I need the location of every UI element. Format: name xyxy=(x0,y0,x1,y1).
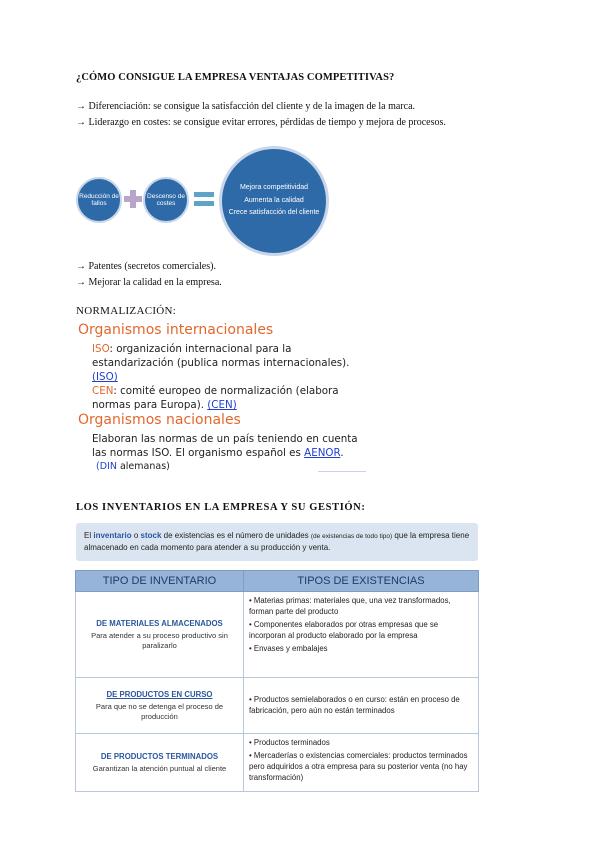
bullet-liderazgo xyxy=(76,117,446,128)
aenor-link[interactable]: AENOR xyxy=(304,447,341,459)
national-description xyxy=(92,432,372,460)
inventory-type-desc: Para atender a su proceso productivo sin paralizarlo xyxy=(91,630,228,650)
inventory-type-cell xyxy=(76,678,244,734)
national-organisms-heading: Organismos nacionales xyxy=(78,412,241,428)
node-reduccion-fallos xyxy=(76,177,122,223)
node-descenso-costes xyxy=(143,177,189,223)
existencias-cell xyxy=(244,592,479,678)
existencia-item: • Mercaderías o existencias comerciales: productos terminados pero adquiridos a otra empresa para su posterior venta (no hay transformación) xyxy=(249,751,468,782)
bullet-patentes xyxy=(76,261,216,272)
existencias-cell xyxy=(244,734,479,792)
result-circle xyxy=(219,146,329,256)
cen-text: : comité europeo de normalización (elabora normas para Europa). xyxy=(92,385,339,411)
existencia-item: • Envases y embalajes xyxy=(249,644,328,653)
node-label: Reducción de fallos xyxy=(79,192,119,207)
node-label: Descenso de costes xyxy=(147,192,185,207)
bullet-text: Mejorar la calidad en la empresa. xyxy=(88,277,222,288)
keyword-stock: stock xyxy=(140,531,162,540)
cen-description xyxy=(92,384,362,412)
info-text: El xyxy=(84,531,92,540)
inventory-definition-box xyxy=(76,523,478,561)
table-row xyxy=(76,678,479,734)
inventory-type-cell xyxy=(76,592,244,678)
din-text: alemanas) xyxy=(119,461,170,472)
bullet-calidad xyxy=(76,277,222,288)
table-row xyxy=(76,734,479,792)
inventory-type-desc: Para que no se detenga el proceso de producción xyxy=(95,701,224,721)
iso-description xyxy=(92,342,362,384)
arrow-icon: → xyxy=(76,101,86,112)
cen-link[interactable]: (CEN) xyxy=(207,399,237,411)
bullet-diferenciacion xyxy=(76,101,415,112)
inventory-type-desc: Garantizan la atención puntual al cliente xyxy=(92,763,227,773)
bullet-text: Patentes (secretos comerciales). xyxy=(88,261,216,272)
existencia-item: • Componentes elaborados por otras empresas que se incorporan al producto elaborado por la empresa xyxy=(249,620,439,640)
period: . xyxy=(340,447,344,459)
national-text: Elaboran las normas de un país teniendo en cuenta las normas ISO. El organismo español es xyxy=(92,433,358,459)
iso-abbr: ISO xyxy=(92,343,110,355)
existencia-item: • Materias primas: materiales que, una vez transformados, forman parte del producto xyxy=(249,596,451,616)
inventory-type-name: DE MATERIALES ALMACENADOS xyxy=(96,618,223,628)
din-abbr[interactable]: (DIN xyxy=(96,461,117,472)
info-small-note: (de existencias de todo tipo) xyxy=(310,533,393,540)
arrow-icon: → xyxy=(76,117,86,128)
din-note xyxy=(96,460,170,474)
info-text: o xyxy=(133,531,139,540)
intl-organisms-heading: Organismos internacionales xyxy=(78,322,274,338)
keyword-inventario: inventario xyxy=(93,531,132,540)
header-tipo-inventario: TIPO DE INVENTARIO xyxy=(76,571,244,592)
inventory-type-name: DE PRODUCTOS EN CURSO xyxy=(106,689,213,699)
table-header-row xyxy=(76,571,479,592)
cen-abbr: CEN xyxy=(92,385,114,397)
result-line: Crece satisfacción del cliente xyxy=(228,209,320,217)
bullet-text: Liderazgo en costes: se consigue evitar errores, pérdidas de tiempo y mejora de procesos. xyxy=(88,117,446,128)
header-tipos-existencias: TIPOS DE EXISTENCIAS xyxy=(244,571,479,592)
arrow-icon: → xyxy=(76,261,86,272)
inventory-table xyxy=(75,570,479,792)
iso-text: : organización internacional para la estandarización (publica normas internacionales). xyxy=(92,343,350,369)
inventory-type-name: DE PRODUCTOS TERMINADOS xyxy=(100,751,219,761)
bullet-text: Diferenciación: se consigue la satisfacción del cliente y de la imagen de la marca. xyxy=(88,101,416,112)
existencia-item: • Productos terminados xyxy=(249,738,330,747)
section-heading-ventajas: ¿CÓMO CONSIGUE LA EMPRESA VENTAJAS COMPETITIVAS? xyxy=(76,72,395,83)
iso-link[interactable]: (ISO) xyxy=(92,371,118,383)
inventory-type-cell xyxy=(76,734,244,792)
result-line: Aumenta la calidad xyxy=(244,196,304,204)
info-text: de existencias es el número de unidades xyxy=(163,531,309,540)
section-heading-inventarios: LOS INVENTARIOS EN LA EMPRESA Y SU GESTIÓN: xyxy=(76,502,366,513)
result-line: Mejora competitividad xyxy=(239,184,309,192)
divider xyxy=(318,471,366,472)
existencia-item: • Productos semielaborados o en curso: están en proceso de fabricación, pero aún no están terminados xyxy=(249,695,460,715)
existencias-cell xyxy=(244,678,479,734)
table-row xyxy=(76,592,479,678)
info-text: que la empresa tiene almacenado en cada momento para atender a su producción y venta. xyxy=(84,531,470,552)
arrow-icon: → xyxy=(76,277,86,288)
normalizacion-title: NORMALIZACIÓN: xyxy=(76,305,177,317)
